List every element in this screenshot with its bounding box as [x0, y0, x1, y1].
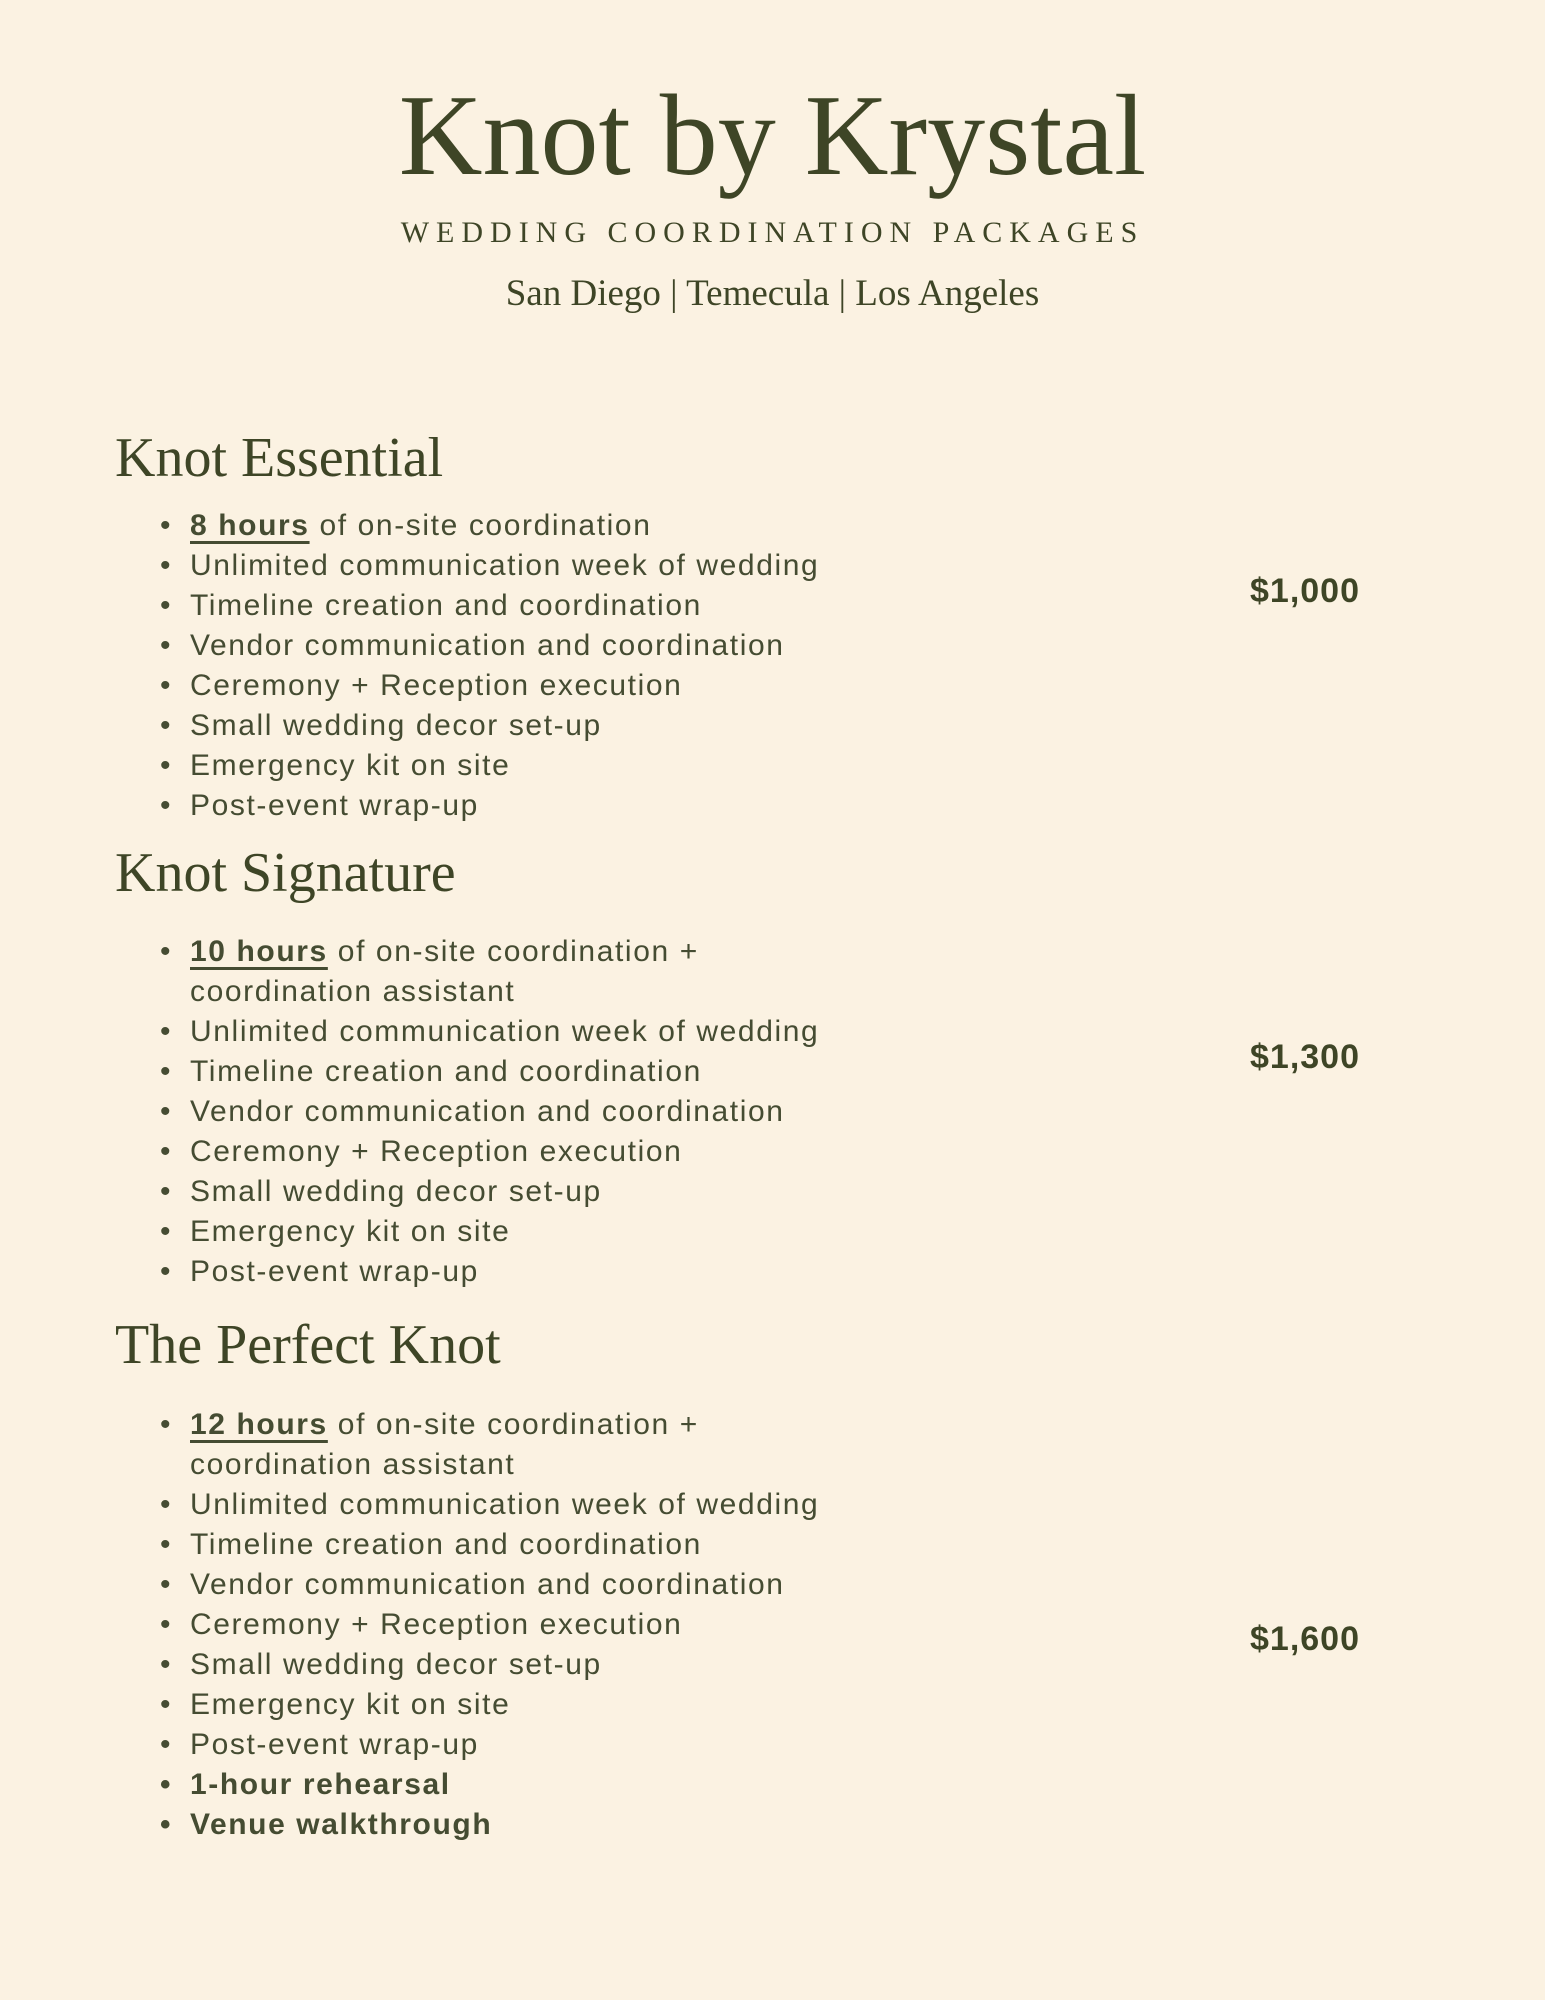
package-price: $1,000	[1250, 572, 1360, 610]
feature-item: • Post-event wrap-up	[160, 786, 1070, 826]
feature-item: • Ceremony + Reception execution	[160, 1132, 1070, 1172]
feature-item: • Ceremony + Reception execution	[160, 1605, 1070, 1645]
package-price: $1,300	[1250, 1037, 1360, 1076]
hours-rest: of on-site coordination +	[327, 1408, 699, 1442]
page-locations: San Diego | Temecula | Los Angeles	[505, 273, 1040, 314]
feature-item-bold: • Venue walkthrough	[160, 1805, 1070, 1845]
package-knot-signature	[115, 842, 1545, 1293]
hours-rest: of on-site coordination	[309, 508, 652, 542]
package-title: Knot Essential	[115, 427, 444, 489]
feature-item-hours	[160, 1405, 1070, 1485]
hours-line2: coordination assistant	[190, 1448, 516, 1482]
flyer-header	[0, 0, 1545, 315]
feature-item: • Unlimited communication week of wedding	[160, 1485, 1070, 1525]
feature-item: • Vendor communication and coordination	[160, 626, 1070, 666]
feature-item: • Small wedding decor set-up	[160, 1645, 1070, 1685]
feature-item: • Vendor communication and coordination	[160, 1092, 1070, 1132]
feature-item: • Timeline creation and coordination	[160, 1525, 1070, 1565]
hours-highlight: 12 hours	[190, 1408, 328, 1442]
feature-item: • Timeline creation and coordination	[160, 586, 1070, 626]
feature-item: • Timeline creation and coordination	[160, 1052, 1070, 1092]
feature-item: • Ceremony + Reception execution	[160, 666, 1070, 706]
package-price: $1,600	[1250, 1620, 1360, 1659]
package-the-perfect-knot	[115, 1314, 1545, 1845]
package-title: Knot Signature	[115, 841, 456, 904]
feature-item: • Unlimited communication week of wedding	[160, 546, 1070, 586]
feature-item: • Unlimited communication week of wedding	[160, 1012, 1070, 1052]
feature-item: • Emergency kit on site	[160, 1212, 1070, 1252]
hours-highlight: 8 hours	[190, 508, 310, 542]
package-knot-essential	[115, 427, 1545, 826]
feature-item: • Small wedding decor set-up	[160, 706, 1070, 746]
feature-item: • Post-event wrap-up	[160, 1725, 1070, 1765]
feature-item-bold: • 1-hour rehearsal	[160, 1765, 1070, 1805]
page-title: Knot by Krystal	[398, 72, 1147, 200]
hours-rest: of on-site coordination +	[327, 935, 699, 969]
hours-highlight: 10 hours	[190, 935, 328, 969]
feature-item: • Vendor communication and coordination	[160, 1565, 1070, 1605]
feature-list	[115, 506, 1545, 826]
package-title: The Perfect Knot	[115, 1314, 501, 1377]
feature-item-hours	[160, 506, 1070, 546]
feature-list	[115, 932, 1545, 1292]
feature-item: • Post-event wrap-up	[160, 1252, 1070, 1292]
feature-item: • Emergency kit on site	[160, 1685, 1070, 1725]
hours-line2: coordination assistant	[190, 975, 516, 1009]
feature-item-hours	[160, 932, 1070, 1012]
packages-content	[115, 427, 1545, 1845]
feature-item: • Emergency kit on site	[160, 746, 1070, 786]
page-subtitle: WEDDING COORDINATION PACKAGES	[400, 216, 1145, 249]
feature-item: • Small wedding decor set-up	[160, 1172, 1070, 1212]
